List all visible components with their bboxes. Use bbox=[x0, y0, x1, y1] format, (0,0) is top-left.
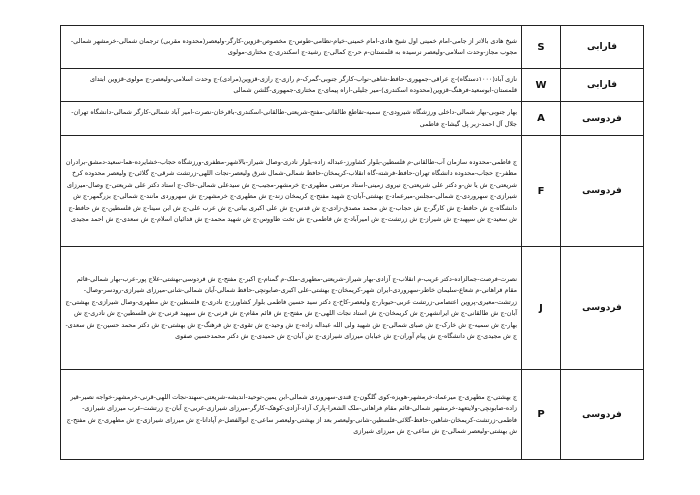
streets-cell: نصرت-فرصت-جمالزاده-دکتر غریب-م انقلاب-ج آزادی-بهار شیراز-شریعتی-مطهری-ملک-م گمنام-ج اکبر-ج مفتح-ج ش فردوسی-بهشتی-علاج پور-عرب-بهار شمالی-قائم مقام فراهانی-م شعاع-سلیمان خاطر-سهروردی-ایران شهر-کریمخان-ج بهشتی-علی اکبری-صابونچی-حافظ شمالی-آبان شمالی-شانی-میرزای شیرازی-رودسر-وصال-زرتشت-معیری-پروین اعتصامی-زرتشت غربی-حیوبار-ج ولیعصر-کاخ-ج دکتر سید حسین فاطمی بلوار کشاورز-ج نادری-ج فلسطین-ج ش مطهری-وصال شیرازی-ج بهشتی-ج آبان-ج ش طالقانی-ج ش ایرانشهر-ج ش کریمخان-ج ش استاد نجات اللهی-ج ش مفتح-ج ش قائم مقام-ج ش قرنی-ج ش سپهبد قرنی-ج ش فلسطین-ج ش نادری-ج ش بهار-ج ش سمیه-ج ش خارک-ج ش صبای شمالی-ج ش شهید ولی الله عبداله زاده-ج ش وحید-ج ش تقوی-ج ش فرهنگ-ج ش بهشتی-ج ش دکتر محمد حسین-ج ش سعدی-ج ش مجیدی-ج ش دانشگاه-ج ش پیام آوران-ج ش خیابان میرزای شیرازی-ج ش آبان-ج ش حمیدی-ج ش دکتر محمدحسین صفوی bbox=[61, 247, 522, 370]
table-row bbox=[61, 102, 644, 136]
streets-cell: بهار جنوبی-بهار شمالی-داخلی ورزشگاه شیرودی-ج سمیه-تقاطع طالقانی-مفتح-شریعتی-طالقانی-اسکندری-باقرخان-نصرت-امیر آباد شمالی-کارگر شمالی-دانشگاه تهران-جلال آل احمد-زبر پل گیشا-ج فاطمی bbox=[61, 102, 522, 136]
region-cell: فردوسی bbox=[561, 370, 644, 460]
code-cell: J bbox=[522, 247, 561, 370]
streets-cell: ج فاطمی-محدوده سازمان آب-طالقانی-م فلسطین-بلوار کشاورز-عبداله زاده-بلوار نادری-وصال شیراز-بالاشهر-مظفری-ورزشگاه حجاب-خشایرده-هما-سعید-دمشق-برادران مظفر-ج حجاب-محدوده دانشگاه تهران-حافظ-فرشته-گاه انقلاب-کریمخان-حافظ شمالی-شمال شرق ولیعصر-نجات اللهی-زرتشت شرقی-ج گلائی-ج ولیعصر محدوده کرخ شریعتی-ج ش یا ش-و دکتر علی شریعتی-ج نیروی زمینی-استاد مرتضی مطهری-ج خرمشهر-مجیب-ج ش سیدعلی شمالی-خاک-ج استاد دکتر علی شریعتی-ج وصال-میرزای شیرازی-ج سهروردی-ج شمالی-مجلس-میرعماد-ج بهشتی-آبان-ج شهید مفتح-ج کریمخان زند-ج ش مطهری-ج خرمشهر-ج ش سهروردی مانند-ج شمالی-ج بزرگمهر-ج ش دانشگاه-ج ش حافظ-ج ش کارگر-ج ش حجاب-ج ش محمد مصدق-زادی-ج ش قدس-ج ش علی اکبری بیاتی-ج ش عرب علی-ج ش ابن سینا-ج ش فلسطین-ج ش حافظ-ج ش سعید-ج ش سپهبد-ج ش شیراز-ج ش زرتشت-ج ش امیرآباد-ج ش فاطمی-ج ش تخت طاووس-ج ش شهید محمد-ج ش فدائیان اسلام-ج ش سعدی-ج ش احمد مجیدی bbox=[61, 136, 522, 247]
region-cell: فردوسی bbox=[561, 136, 644, 247]
table-row bbox=[61, 136, 644, 247]
districts-table bbox=[60, 25, 644, 460]
streets-cell: نازی آباد(۱۰۰۰دستگاه)-ج عراقی-جمهوری-حافظ-شاهی-نواب-کارگر جنوبی-گمرک-م رازی-ج رازی-قزوین(مرادی)-ج وحدت اسلامی-ولیعصر-ج مولوی-قزوین ابتدای قلمستان-ابوسعید-فرهنگ-قزوین(محدوده اسکندری)-میر جلیلی-اراه پیمای-ج مختاری-جمهوری-گلشن شمالی bbox=[61, 69, 522, 102]
streets-cell: شیخ هادی بالاتر از جامی-امام خمینی اول شیخ هادی-امام خمینی-خیام-نظامی-طوس-ج مخصوص-قزوین-کارگر-ولیعصر(محدوده مقربی) ترجمان شمالی-خرمشهر شمالی-مجوب مجاز-وحدت اسلامی-ولیعصر نرسیده به قلمستان-م حر-ج کمالی-ج رشید-ج اسکندری-ج مختاری-مولوی bbox=[61, 26, 522, 69]
code-cell: W bbox=[522, 69, 561, 102]
table-row bbox=[61, 26, 644, 69]
code-cell: F bbox=[522, 136, 561, 247]
code-cell: P bbox=[522, 370, 561, 460]
region-cell: فردوسی bbox=[561, 102, 644, 136]
region-cell: فارابی bbox=[561, 26, 644, 69]
region-cell: فارابی bbox=[561, 69, 644, 102]
streets-cell: ج بهشتی-ج مطهری-ج میرعماد-خرمشهر-هویزه-کوی گلگون-ج قندی-سهروردی شمالی-ابن یمین-توحید-اندیشه-شریعتی-سهند-نجات اللهی-قرنی-خرمشهر-خواجه نصیر-قیر زاده-صابونچی-ولایتعهد-خرمشهر شمالی-قائم مقام فراهانی-ملک الشعرا-پارک آزاد-آزادی-کوهک-کارگر-میرزای شیرازی-غربی-ج آبان-ج زرتشت-غرب میرزای شیرازی-فاطمی-زرتشت-کریمخان-شاهین-حافظ-گلائی-فلسطین-شانی-ولیعصر بعد از بهشتی-ولیعصر ساعی-ج ابوالفضل-م آپادانا-ج ش میرزای شیرازی-ج ش مطهری-ج ش مفتح-ج ش بهشتی-ولیعصر شمالی-ج ش ساعی-ج ش میرزای شیرازی bbox=[61, 370, 522, 460]
region-cell: فردوسی bbox=[561, 247, 644, 370]
code-cell: A bbox=[522, 102, 561, 136]
table-row bbox=[61, 247, 644, 370]
code-cell: S bbox=[522, 26, 561, 69]
table-row bbox=[61, 370, 644, 460]
table-row bbox=[61, 69, 644, 102]
